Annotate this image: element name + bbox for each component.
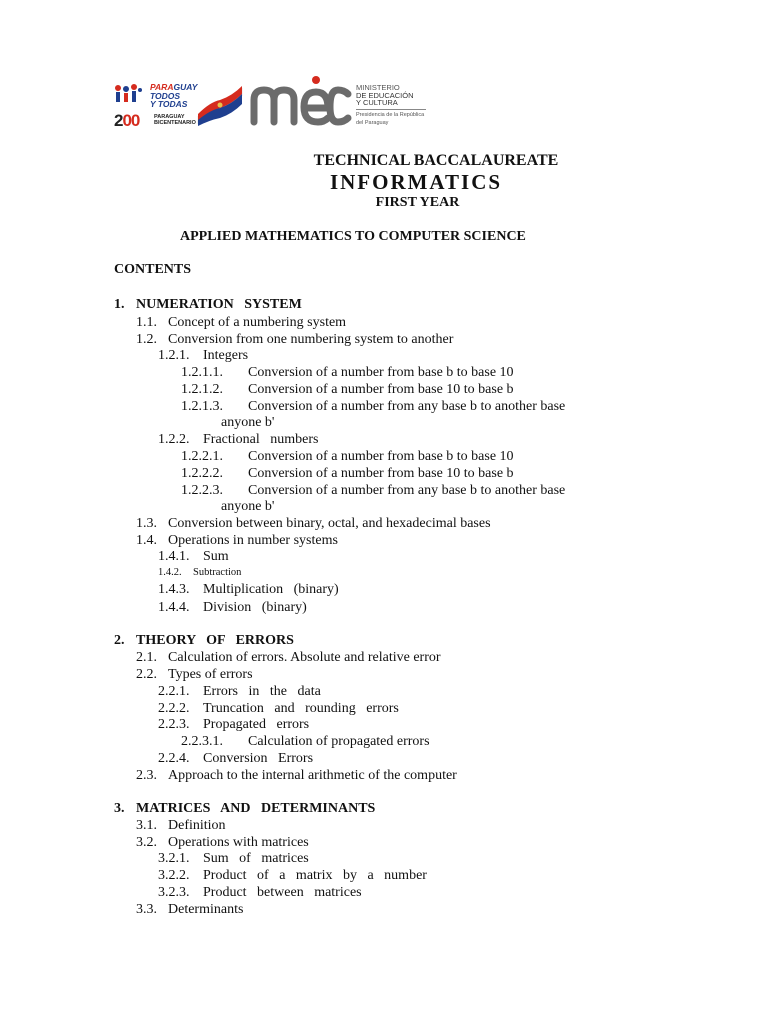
toc-entry-number: 1.4.4. [158,600,190,615]
toc-entry-text: Operations with matrices [168,835,309,850]
toc-entry-number: 1.2.2.3. [181,483,223,498]
toc-entry-text: Errors in the data [203,684,321,699]
toc-entry-text: NUMERATION SYSTEM [136,297,302,312]
toc-entry-text: Types of errors [168,667,253,682]
toc-entry-text: Operations in number systems [168,533,338,548]
toc-entry-number: 1.2.1.2. [181,382,223,397]
subject-title: APPLIED MATHEMATICS TO COMPUTER SCIENCE [180,229,526,244]
toc-entry-number: 3. [114,801,125,816]
toc-entry-text: Product between matrices [203,885,362,900]
ministry-line1: MINISTERIO [356,83,400,92]
toc-entry-number: 1.1. [136,315,157,330]
toc-entry-number: 1.4.2. [158,567,182,578]
toc-entry-number: 2.2.2. [158,701,190,716]
logo-todos-text: TODOS [150,90,181,101]
toc-entry-text: MATRICES AND DETERMINANTS [136,801,376,816]
header-logos [112,72,442,134]
logo-guay-text: GUAY [173,82,198,92]
toc-entry-text: Product of a matrix by a number [203,868,427,883]
contents-heading: CONTENTS [114,262,192,277]
toc-entry-number: 1.2.2.1. [181,449,223,464]
toc-entry-number: 1.2.2. [158,432,190,447]
toc-entry-text: Conversion of a number from any base b to another base [248,399,566,414]
toc-entry-number: 2.1. [136,650,157,665]
toc-entry-text: Sum of matrices [203,851,309,866]
toc-entry-text: Conversion Errors [203,751,314,766]
toc-entry-text: Conversion of a number from base 10 to base b [248,466,514,481]
toc-entry-number: 2.2.3.1. [181,734,223,749]
toc-entry-text: Calculation of errors. Absolute and relative error [168,650,441,665]
ministry-line3: Y CULTURA [356,98,398,107]
document-title: TECHNICAL BACCALAUREATE [313,152,559,169]
toc-entry-text: Multiplication (binary) [203,582,339,597]
toc-entry-text: Determinants [168,902,244,917]
toc-entry-number: 1.2.2.2. [181,466,223,481]
toc-entry-text: Conversion between binary, octal, and hexadecimal bases [168,516,491,531]
toc-entry-number: 1.4.3. [158,582,190,597]
toc-entry-number: 1.2.1.1. [181,365,223,380]
toc-entry-text: Subtraction [193,567,242,578]
toc-entry-number: 2.3. [136,768,157,783]
logo-bicentenario-text: PARAGUAY BICENTENARIO [154,114,196,126]
ministry-line5: del Paraguay [356,119,389,126]
toc-entry-text: Concept of a numbering system [168,315,347,330]
toc-entry-text: Division (binary) [203,600,307,615]
toc-entry-number: 3.2. [136,835,157,850]
toc-entry-text: Calculation of propagated errors [248,734,430,749]
toc-entry-number: 1.2. [136,332,157,347]
toc-entry-text: Fractional numbers [203,432,319,447]
toc-entry-text: anyone b' [221,415,275,430]
paraguay-flag-icon [196,86,244,126]
toc-entry-text: Conversion of a number from base b to base 10 [248,365,514,380]
toc-entry-text: THEORY OF ERRORS [136,633,294,648]
logo-y-todas-text: Y TODAS [150,99,188,109]
toc-entry-text: Truncation and rounding errors [203,701,399,716]
ministry-line2: DE EDUCACIÓN [356,90,414,100]
toc-entry-number: 2.2.1. [158,684,190,699]
toc-entry-number: 3.2.1. [158,851,190,866]
toc-entry-text: Conversion of a number from any base b to another base [248,483,566,498]
toc-entry-text: anyone b' [221,499,275,514]
toc-entry-number: 1.2.1. [158,348,190,363]
toc-entry-number: 3.2.3. [158,885,190,900]
toc-entry-number: 1.4. [136,533,157,548]
logo-200: 200 [114,111,140,130]
toc-entry-number: 2.2.3. [158,717,190,732]
toc-entry-number: 2.2.4. [158,751,190,766]
toc-entry-number: 1.3. [136,516,157,531]
toc-entry-number: 3.1. [136,818,157,833]
mec-logo-icon [248,74,352,130]
ministry-divider [356,109,426,110]
specialty-title: INFORMATICS [329,170,503,194]
logo-para-text: PARA [150,82,174,92]
toc-entry-text: Conversion of a number from base b to base 10 [248,449,514,464]
people-figures-icon [114,84,142,106]
toc-entry-number: 3.2.2. [158,868,190,883]
toc-entry-text: Sum [203,549,229,564]
toc-entry-number: 3.3. [136,902,157,917]
paraguay-todos-y-todas-logo [112,78,198,130]
toc-entry-text: Definition [168,818,226,833]
toc-entry-number: 1.2.1.3. [181,399,223,414]
year-title: FIRST YEAR [375,195,460,210]
ministry-text-block [356,84,426,126]
toc-entry-number: 2. [114,633,125,648]
toc-entry-number: 1. [114,297,125,312]
toc-entry-text: Integers [203,348,249,363]
toc-entry-number: 1.4.1. [158,549,190,564]
ministry-line4: Presidencia de la República [356,111,425,118]
toc-entry-text: Conversion of a number from base 10 to base b [248,382,514,397]
toc-entry-number: 2.2. [136,667,157,682]
toc-entry-text: Approach to the internal arithmetic of the computer [168,768,457,783]
toc-entry-text: Conversion from one numbering system to another [168,332,454,347]
toc-entry-text: Propagated errors [203,717,310,732]
